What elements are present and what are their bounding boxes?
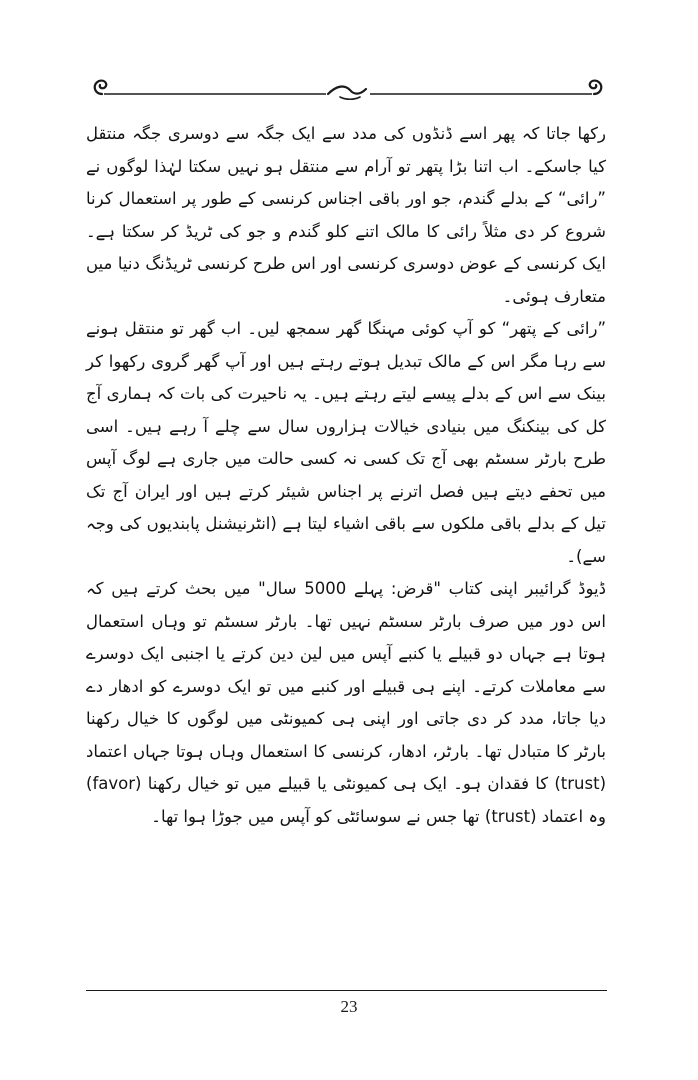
- header-ornament: [88, 70, 608, 110]
- body-text: [86, 118, 606, 833]
- paragraph-2: ”رائی کے پتھر“ کو آپ کوئی مہنگا گھر سمجھ لیں۔ اب گھر تو منتقل ہونے سے رہا مگر اس کے مالک تبدیل ہوتے رہتے ہیں اور آپ گھر گروی رکھوا کر بینک سے اس کے بدلے پیسے لیتے رہتے ہیں۔ یہ ناحیرت کی بات کہ ہماری آج کل کی بینکنگ میں بنیادی خیالات ہزاروں سال سے چلے آ رہے ہیں۔ اسی طرح بارٹر سسٹم بھی آج تک کسی نہ کسی حالت میں جاری ہے لوگ آپس میں تحفے دیتے ہیں فصل اترنے پر اجناس شیئر کرتے ہیں اور ایران آج تک تیل کے بدلے باقی ملکوں سے باقی اشیاء لیتا ہے (انٹرنیشنل پابندیوں کی وجہ سے)۔: [86, 319, 606, 566]
- paragraph-1: رکھا جاتا کہ پھر اسے ڈنڈوں کی مدد سے ایک جگہ سے دوسری جگہ منتقل کیا جاسکے۔ اب اتنا بڑا پتھر تو آرام سے منتقل ہو نہیں سکتا لہٰذا لوگوں نے ”رائی“ کے بدلے گندم، جو اور باقی اجناس کرنسی کے طور پر استعمال کرنا شروع کر دی مثلاً رائی کا مالک اتنے کلو گندم و جو کی ٹریڈ کر سکتا ہے۔ ایک کرنسی کے عوض دوسری کرنسی اور اس طرح کرنسی ٹریڈنگ دنیا میں متعارف ہوئی۔: [86, 124, 606, 306]
- footer-rule: [86, 990, 607, 991]
- paragraph-3: ڈیوڈ گرائیبر اپنی کتاب "قرض: پہلے 5000 سال" میں بحث کرتے ہیں کہ اس دور میں صرف بارٹر سسٹم نہیں تھا۔ بارٹر سسٹم تو وہاں استعمال ہوتا ہے جہاں دو قبیلے یا کنبے آپس میں لین دین کرتے یا اجنبی ایک دوسرے سے معاملات کرتے۔ اپنے ہی قبیلے اور کنبے میں تو ایک دوسرے کو ادھار دے دیا جاتا، مدد کر دی جاتی اور اپنی ہی کمیونٹی میں لوگوں کا خیال رکھنا بارٹر کا متبادل تھا۔ بارٹر، ادھار، کرنسی کا استعمال وہاں ہوتا جہاں اعتماد (trust) کا فقدان ہو۔ ایک ہی کمیونٹی یا قبیلے میں تو خیال رکھنا (favor) وہ اعتماد (trust) تھا جس نے سوسائٹی کو آپس میں جوڑا ہوا تھا۔: [86, 579, 606, 826]
- page-number: 23: [340, 997, 358, 1016]
